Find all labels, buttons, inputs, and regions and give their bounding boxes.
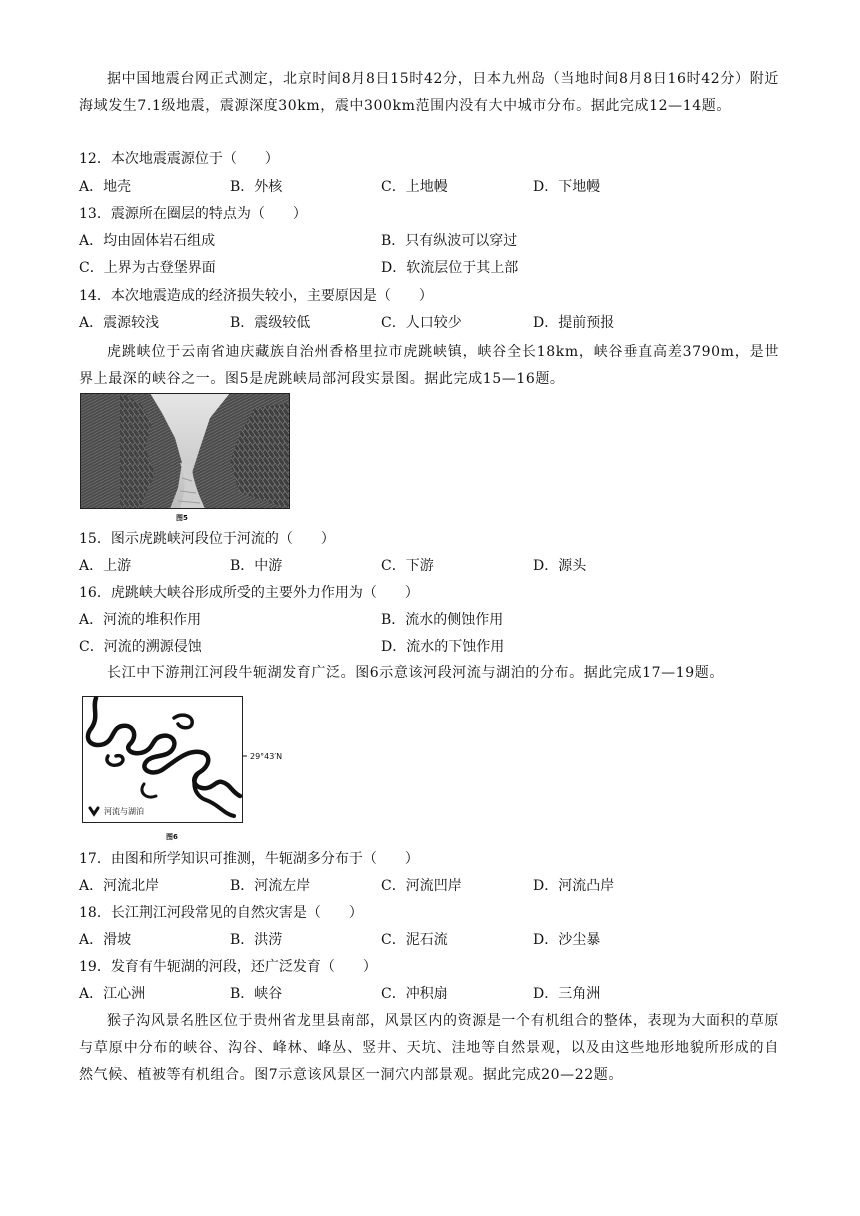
q13-option-d: D．软流层位于其上部 [381,260,519,276]
q17-option-b: B．河流左岸 [230,878,311,894]
q13-option-c: C．上界为古登堡界面 [79,260,216,276]
q13-option-a: A．均由固体岩石组成 [79,233,216,249]
q19-option-a: A．江心洲 [79,986,146,1002]
q19-option-d: D．三角洲 [533,986,601,1002]
q14-option-a: A．震源较浅 [79,315,160,331]
q16-option-c: C．河流的溯源侵蚀 [79,639,202,655]
q18-option-b: B．洪涝 [230,932,283,948]
question-12-stem: 12．本次地震震源位于（ ） [79,151,279,167]
q17-option-d: D．河流凸岸 [533,878,615,894]
q16-option-a: A．河流的堆积作用 [79,612,202,628]
figure-5-caption: 图5 [176,514,188,522]
question-13-stem: 13．震源所在圈层的特点为（ ） [79,206,307,222]
q18-option-d: D．沙尘暴 [533,932,601,948]
q19-option-b: B．峡谷 [230,986,283,1002]
q17-option-c: C．河流凹岸 [381,878,462,894]
q14-option-c: C．人口较少 [381,315,462,331]
intro-paragraph-tiger-leaping-gorge: 虎跳峡位于云南省迪庆藏族自治州香格里拉市虎跳峡镇，峡谷全长18km，峡谷垂直高差3790m，是世界上最深的峡谷之一。图5是虎跳峡局部河段实景图。据此完成15—16题。 [79,344,779,387]
q18-option-a: A．滑坡 [79,932,132,948]
question-17-stem: 17．由图和所学知识可推测，牛轭湖多分布于（ ） [79,851,419,867]
q12-option-b: B．外核 [230,179,283,195]
q18-option-c: C．泥石流 [381,932,448,948]
figure-6-caption: 图6 [166,833,178,841]
figure-5-gorge-photo [80,393,290,509]
q15-option-b: B．中游 [230,558,283,574]
q15-option-a: A．上游 [79,558,132,574]
q14-option-b: B．震级较低 [230,315,311,331]
question-14-stem: 14．本次地震造成的经济损失较小，主要原因是（ ） [79,288,433,304]
q19-option-c: C．冲积扇 [381,986,448,1002]
intro-paragraph-houzigou: 猴子沟风景名胜区位于贵州省龙里县南部，风景区内的资源是一个有机组合的整体，表现为大面积的草原与草原中分布的峡谷、沟谷、峰林、峰丛、竖井、天坑、洼地等自然景观，以及由这些地形地貌所形成的自然气候、植被等有机组合。图7示意该风景区一洞穴内部景观。据此完成20—22题。 [79,1013,779,1083]
intro-paragraph-earthquake: 据中国地震台网正式测定，北京时间8月8日15时42分，日本九州岛（当地时间8月8日16时42分）附近海域发生7.1级地震，震源深度30km，震中300km范围内没有大中城市分布。据此完成12—14题。 [79,71,779,114]
figure-6-legend-label: 河流与湖泊 [104,807,144,816]
q12-option-c: C．上地幔 [381,179,448,195]
q13-option-b: B．只有纵波可以穿过 [381,233,518,249]
q15-option-c: C．下游 [381,558,434,574]
q12-option-d: D．下地幔 [533,179,601,195]
q16-option-d: D．流水的下蚀作用 [381,639,505,655]
q16-option-b: B．流水的侧蚀作用 [381,612,504,628]
question-16-stem: 16．虎跳峡大峡谷形成所受的主要外力作用为（ ） [79,585,419,601]
q12-option-a: A．地壳 [79,179,132,195]
intro-paragraph-jingjiang: 长江中下游荆江河段牛轭湖发育广泛。图6示意该河段河流与湖泊的分布。据此完成17—19题。 [107,665,724,681]
question-19-stem: 19．发育有牛轭湖的河段，还广泛发育（ ） [79,959,377,975]
q14-option-d: D．提前预报 [533,315,615,331]
q17-option-a: A．河流北岸 [79,878,160,894]
question-18-stem: 18．长江荆江河段常见的自然灾害是（ ） [79,905,363,921]
q15-option-d: D．源头 [533,558,587,574]
question-15-stem: 15．图示虎跳峡河段位于河流的（ ） [79,531,335,547]
figure-6-latitude-label: 29°43′N [250,752,283,761]
